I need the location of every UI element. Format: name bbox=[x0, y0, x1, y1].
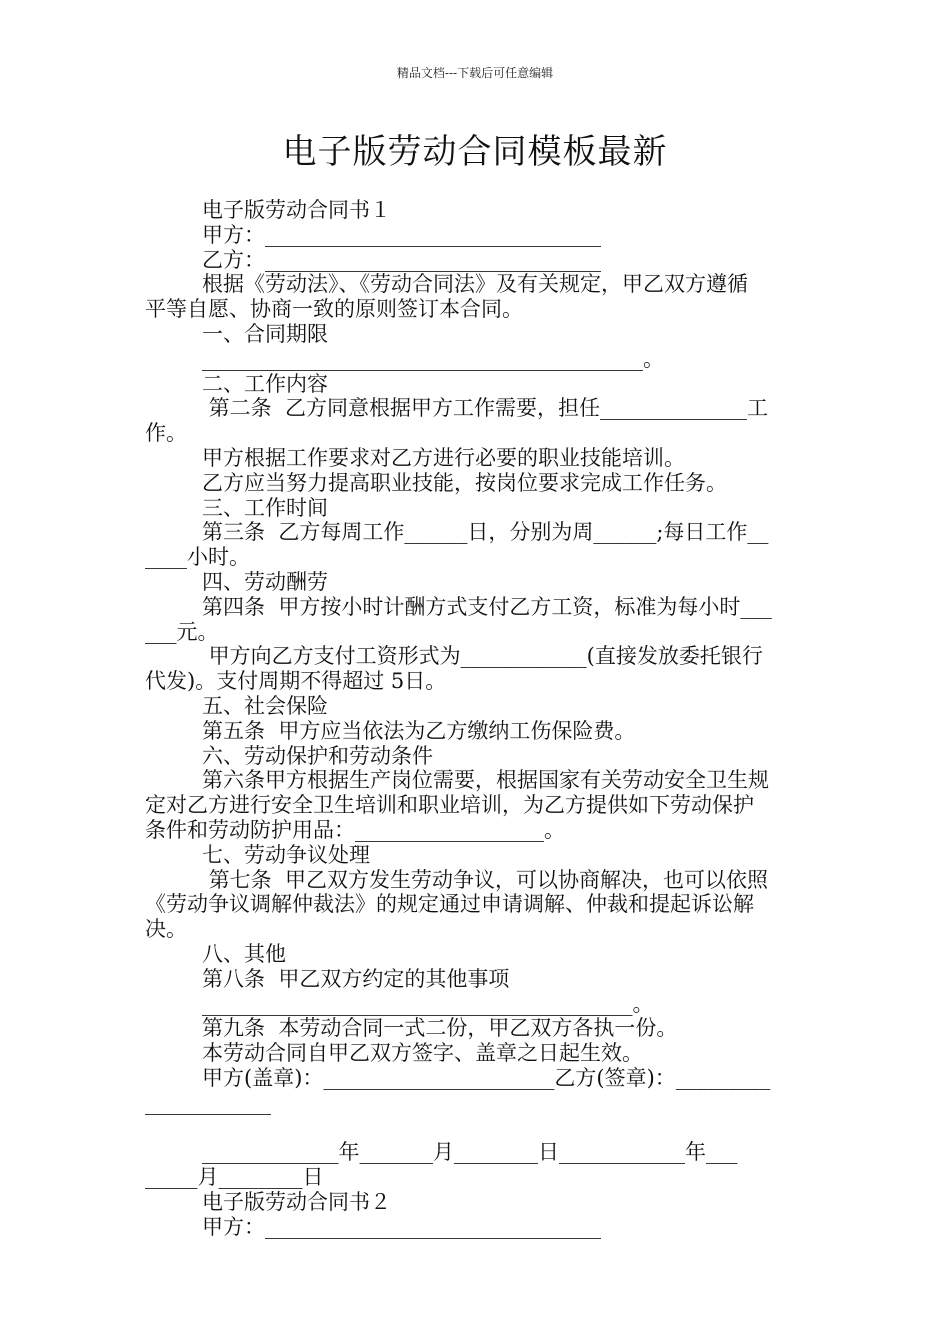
text-line: 乙方：________________________________ bbox=[202, 247, 601, 272]
text-line: 《劳动争议调解仲裁法》的规定通过申请调解、仲裁和提起诉讼解 bbox=[145, 892, 754, 917]
text-line: 八、其他 bbox=[202, 941, 286, 966]
text-line: 代发)。支付周期不得超过 5日。 bbox=[145, 669, 447, 694]
text-line: 二、工作内容 bbox=[202, 371, 328, 396]
text-line: 第四条 甲方按小时计酬方式支付乙方工资，标准为每小时___ bbox=[202, 594, 772, 619]
text-line: 六、劳动保护和劳动条件 bbox=[202, 743, 433, 768]
text-line: 本劳动合同自甲乙双方签字、盖章之日起生效。 bbox=[202, 1041, 643, 1066]
text-line: 第七条 甲乙双方发生劳动争议，可以协商解决，也可以依照 bbox=[202, 867, 769, 892]
text-line: ____________ bbox=[145, 1090, 271, 1115]
text-line: _____________年_______月________日____________年___ bbox=[202, 1140, 738, 1165]
text-line: ____小时。 bbox=[145, 545, 250, 570]
text-line: 第二条 乙方同意根据甲方工作需要，担任______________工 bbox=[202, 396, 769, 421]
text-line: 第三条 乙方每周工作______日，分别为周______;每日工作__ bbox=[202, 520, 769, 545]
text-line: 一、合同期限 bbox=[202, 321, 328, 346]
text-line: 甲方：________________________________ bbox=[202, 1214, 601, 1239]
text-line: ___元。 bbox=[145, 619, 219, 644]
text-line: 五、社会保险 bbox=[202, 693, 328, 718]
text-line: 三、工作时间 bbox=[202, 495, 328, 520]
text-line: 电子版劳动合同书１ bbox=[202, 198, 391, 222]
text-line: 甲方向乙方支付工资形式为____________(直接发放委托银行 bbox=[202, 644, 763, 669]
document-title: 电子版劳动合同模板最新 bbox=[282, 132, 668, 172]
text-line: 根据《劳动法》、《劳动合同法》及有关规定，甲乙双方遵循 bbox=[202, 272, 748, 297]
text-line bbox=[145, 1115, 807, 1140]
page-header: 精品文档---下载后可任意编辑 bbox=[396, 66, 554, 80]
text-line: 第五条 甲方应当依法为乙方缴纳工伤保险费。 bbox=[202, 718, 636, 743]
text-line: 电子版劳动合同书２ bbox=[202, 1189, 391, 1214]
text-line: 条件和劳动防护用品：__________________。 bbox=[145, 817, 565, 842]
text-line: _________________________________________。 bbox=[202, 991, 654, 1016]
document-body bbox=[145, 198, 807, 1239]
text-line: 作。 bbox=[145, 421, 187, 446]
text-line: 第八条 甲乙双方约定的其他事项 bbox=[202, 966, 510, 991]
text-line: 乙方应当努力提高职业技能，按岗位要求完成工作任务。 bbox=[202, 470, 727, 495]
text-line: 甲方(盖章)：______________________乙方(签章)：_________ bbox=[202, 1065, 771, 1090]
text-line: 决。 bbox=[145, 917, 187, 942]
text-line: 四、劳动酬劳 bbox=[202, 569, 328, 594]
text-line: 定对乙方进行安全卫生培训和职业培训，为乙方提供如下劳动保护 bbox=[145, 793, 754, 818]
text-line: 第六条甲方根据生产岗位需要，根据国家有关劳动安全卫生规 bbox=[202, 768, 769, 793]
text-line: 七、劳动争议处理 bbox=[202, 842, 370, 867]
text-line: 甲方根据工作要求对乙方进行必要的职业技能培训。 bbox=[202, 445, 685, 470]
text-line: __________________________________________。 bbox=[202, 346, 664, 371]
text-line: 甲方：________________________________ bbox=[202, 222, 601, 247]
text-line: 平等自愿、协商一致的原则签订本合同。 bbox=[145, 297, 523, 322]
text-line: 第九条 本劳动合同一式二份，甲乙双方各执一份。 bbox=[202, 1016, 678, 1041]
text-line: _____月________日 bbox=[145, 1165, 324, 1190]
